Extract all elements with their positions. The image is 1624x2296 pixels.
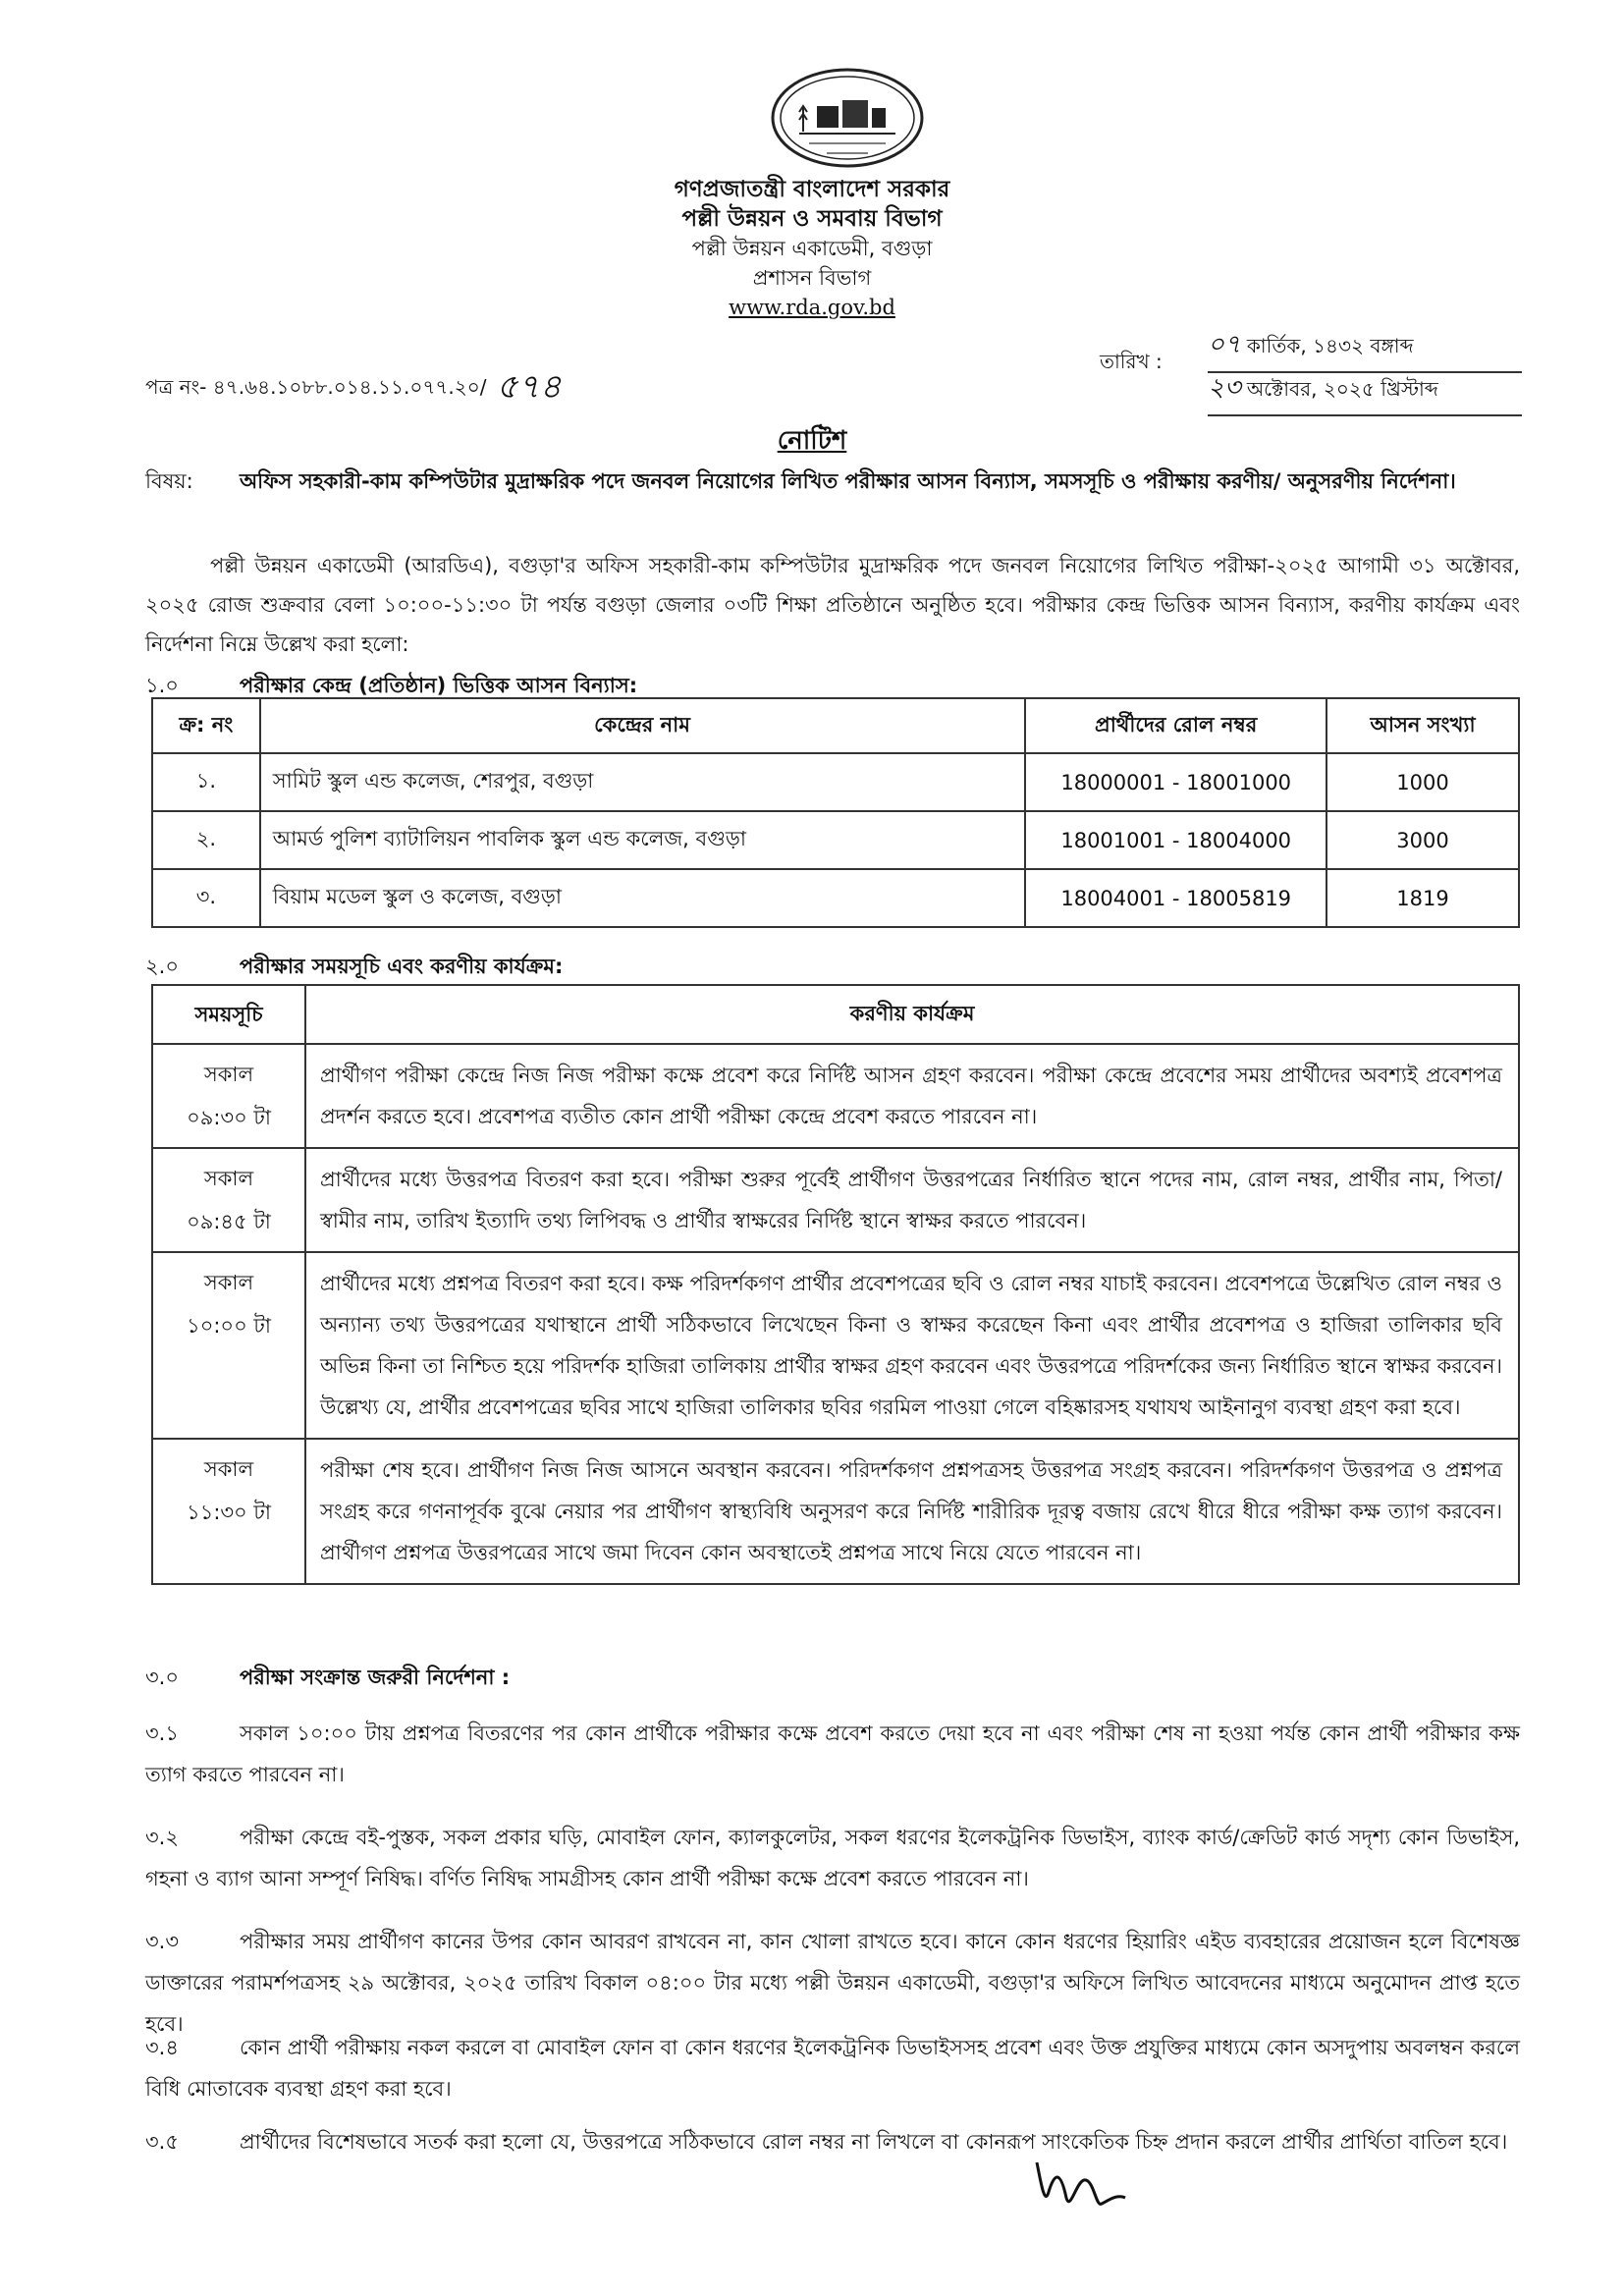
cell-roll-range: 18001001 - 18004000 [1025,811,1326,869]
time-value: ০৯:৩০ টা [187,1106,271,1129]
section-2-heading [145,951,563,985]
rda-logo-icon [770,67,925,169]
col-center-name: কেন্দ্রের নাম [260,698,1026,753]
directive-number: ৩.৩ [145,1930,179,1953]
intro-paragraph: পল্লী উন্নয়ন একাডেমী (আরডিএ), বগুড়া'র অফিস সহকারী-কাম কম্পিউটার মুদ্রাক্ষরিক পদে জনবল নিয়োগের লিখিত পরীক্ষা-২০২৫ আগামী ৩১ অক্টোবর, ২০২৫ রোজ শুক্রবার বেলা ১০:০০-১১:৩০ টা পর্যন্ত বগুড়া জেলার ০৩টি শিক্ষা প্রতিষ্ঠানে অনুষ্ঠিত হবে। পরীক্ষার কেন্দ্র ভিত্তিক আসন বিন্যাস, করণীয় কার্যক্রম এবং নির্দেশনা নিম্নে উল্লেখ করা হলো: [145,554,1520,656]
table-row [152,869,1519,927]
directive-number: ৩.২ [145,1826,179,1849]
cell-time [152,1148,305,1252]
directive-item [145,1713,1520,1795]
section-1-title: পরীক্ষার কেন্দ্র (প্রতিষ্ঠান) ভিত্তিক আসন বিন্যাস: [240,674,638,697]
date-english-day: ২৩ [1208,373,1241,403]
cell-serial: ২. [152,811,260,869]
table-row [152,1252,1519,1439]
col-seat-count: আসন সংখ্যা [1326,698,1519,753]
table-row [152,811,1519,869]
time-value: ১১:৩০ টা [187,1501,271,1524]
header-block [589,175,1035,322]
cell-seat-count: 1819 [1326,869,1519,927]
table-header-row [152,985,1519,1044]
directive-text: পরীক্ষার সময় প্রার্থীগণ কানের উপর কোন আবরণ রাখবেন না, কান খোলা রাখতে হবে। কানে কোন ধরণের হিয়ারিং এইড ব্যবহারের প্রয়োজন হলে বিশেষজ্ঞ ডাক্তারের পরামর্শপত্রসহ ২৯ অক্টোবর, ২০২৫ তারিখ বিকাল ০৪:০০ টার মধ্যে পল্লী উন্নয়ন একাডেমী, বগুড়া'র অফিসে লিখিত আবেদনের মাধ্যমে অনুমোদন প্রাপ্ত হতে হবে। [145,1930,1520,2036]
header-website-link[interactable]: www.rda.gov.bd [729,296,895,319]
directive-number: ৩.৫ [145,2130,179,2154]
table-header-row [152,698,1519,753]
memo-label: পত্র নং- ৪৭.৬৪.১০৮৮.০১৪.১১.০৭৭.২০/ [145,375,487,399]
memo-number [145,357,562,413]
table-row [152,1044,1519,1148]
time-period: সকাল [203,1167,254,1190]
cell-activity: পরীক্ষা শেষ হবে। প্রার্থীগণ নিজ নিজ আসনে অবস্থান করবেন। পরিদর্শকগণ প্রশ্নপত্রসহ উত্তরপত্র সংগ্রহ করবেন। পরিদর্শকগণ উত্তরপত্র ও প্রশ্নপত্র সংগ্রহ করে গণনাপূর্বক বুঝে নেয়ার পর প্রার্থীগণ স্বাস্থ্যবিধি অনুসরণ করে নির্দিষ্ট শারীরিক দূরত্ব বজায় রেখে ধীরে ধীরে পরীক্ষা কক্ষ ত্যাগ করবেন। প্রার্থীগণ প্রশ্নপত্র উত্তরপত্রের সাথে জমা দিবেন কোন অবস্থাতেই প্রশ্নপত্র সাথে নিয়ে যেতে পারবেন না। [305,1439,1519,1584]
cell-time [152,1252,305,1439]
cell-roll-range: 18004001 - 18005819 [1025,869,1326,927]
cell-activity: প্রার্থীগণ পরীক্ষা কেন্দ্রে নিজ নিজ পরীক্ষা কক্ষে প্রবেশ করে নির্দিষ্ট আসন গ্রহণ করবেন। পরীক্ষা কেন্দ্রে প্রবেশের সময় প্রার্থীদের অবশ্যই প্রবেশপত্র প্রদর্শন করতে হবে। প্রবেশপত্র ব্যতীত কোন প্রার্থী পরীক্ষা কেন্দ্রে প্রবেশ করতে পারবেন না। [305,1044,1519,1148]
section-3-number: ৩.০ [145,1666,179,1689]
header-academy: পল্লী উন্নয়ন একাডেমী, বগুড়া [691,237,933,260]
section-3-title: পরীক্ষা সংক্রান্ত জরুরী নির্দেশনা : [240,1666,511,1689]
cell-seat-count: 1000 [1326,753,1519,811]
date-block [1100,324,1532,403]
time-period: সকাল [203,1063,254,1086]
directive-item [145,2027,1520,2109]
cell-center-name: আমর্ড পুলিশ ব্যাটালিয়ন পাবলিক স্কুল এন্ড কলেজ, বগুড়া [260,811,1026,869]
directive-text: সকাল ১০:০০ টায় প্রশ্নপত্র বিতরণের পর কোন প্রার্থীকে পরীক্ষার কক্ষে প্রবেশ করতে দেয়া হবে না এবং পরীক্ষা শেষ না হওয়া পর্যন্ত কোন প্রার্থী পরীক্ষার কক্ষ ত্যাগ করতে পারবেন না। [145,1722,1520,1786]
directive-text: কোন প্রার্থী পরীক্ষায় নকল করলে বা মোবাইল ফোন বা কোন ধরণের ইলেকট্রনিক ডিভাইসসহ প্রবেশ এবং উক্ত প্রযুক্তির মাধ্যমে কোন অসদুপায় অবলম্বন করলে বিধি মোতাবেক ব্যবস্থা গ্রহণ করা হবে। [145,2036,1520,2101]
cell-serial: ৩. [152,869,260,927]
section-2-title: পরীক্ষার সময়সূচি এবং করণীয় কার্যক্রম: [240,955,564,978]
directive-item [145,1817,1520,1899]
cell-seat-count: 3000 [1326,811,1519,869]
header-division: পল্লী উন্নয়ন ও সমবায় বিভাগ [681,206,943,232]
section-2-number: ২.০ [145,955,179,978]
section-1-number: ১.০ [145,674,179,697]
cell-time [152,1044,305,1148]
memo-handwritten-number: ৫৭৪ [496,367,562,407]
date-english [1208,367,1522,416]
cell-activity: প্রার্থীদের মধ্যে উত্তরপত্র বিতরণ করা হবে। পরীক্ষা শুরুর পূর্বেই প্রার্থীগণ উত্তরপত্রের নির্ধারিত স্থানে পদের নাম, রোল নম্বর, প্রার্থীর নাম, পিতা/স্বামীর নাম, তারিখ ইত্যাদি তথ্য লিপিবদ্ধ ও প্রার্থীর স্বাক্ষরের নির্দিষ্ট স্থানে স্বাক্ষর করতে পারবেন। [305,1148,1519,1252]
cell-activity: প্রার্থীদের মধ্যে প্রশ্নপত্র বিতরণ করা হবে। কক্ষ পরিদর্শকগণ প্রার্থীর প্রবেশপত্রের ছবি ও রোল নম্বর যাচাই করবেন। প্রবেশপত্রে উল্লেখিত রোল নম্বর ও অন্যান্য তথ্য উত্তরপত্রের যথাস্থানে প্রার্থী সঠিকভাবে লিখেছেন কিনা ও স্বাক্ষর করেছেন কিনা এবং প্রার্থীর প্রবেশপত্র ও হাজিরা তালিকার ছবি অভিন্ন কিনা তা নিশ্চিত হয়ে পরিদর্শক হাজিরা তালিকায় প্রার্থীর স্বাক্ষর গ্রহণ করবেন এবং উত্তরপত্রে পরিদর্শকের জন্য নির্ধারিত স্থানে স্বাক্ষর করবেন। উল্লেখ্য যে, প্রার্থীর প্রবেশপত্রের ছবির সাথে হাজিরা তালিকার ছবির গরমিল পাওয়া গেলে বহিষ্কারসহ যথাযথ আইনানুগ ব্যবস্থা গ্রহণ করা হবে। [305,1252,1519,1439]
signature-mark [1027,2153,1135,2221]
date-bangla-day: ০৭ [1208,330,1241,359]
date-bangla [1208,324,1522,373]
col-activities: করণীয় কার্যক্রম [305,985,1519,1044]
col-roll-range: প্রার্থীদের রোল নম্বর [1025,698,1326,753]
date-bangla-rest: কার্তিক, ১৪৩২ বঙ্গাব্দ [1246,334,1414,357]
section-3-heading [145,1662,510,1696]
notice-title: নোটিশ [777,426,847,456]
cell-serial: ১. [152,753,260,811]
directive-number: ৩.৪ [145,2036,179,2059]
table-row [152,1148,1519,1252]
cell-center-name: সামিট স্কুল এন্ড কলেজ, শেরপুর, বগুড়া [260,753,1026,811]
directive-item [145,2121,1520,2162]
directive-text: পরীক্ষা কেন্দ্রে বই-পুস্তক, সকল প্রকার ঘড়ি, মোবাইল ফোন, ক্যালকুলেটর, সকল ধরণের ইলেকট্রনিক ডিভাইস, ব্যাংক কার্ড/ক্রেডিট কার্ড সদৃশ্য কোন ডিভাইস, গহনা ও ব্যাগ আনা সম্পূর্ণ নিষিদ্ধ। বর্ণিত নিষিদ্ধ সামগ্রীসহ কোন প্রার্থী পরীক্ষা কক্ষে প্রবেশ করতে পারবেন না। [145,1826,1520,1890]
cell-roll-range: 18000001 - 18001000 [1025,753,1326,811]
table-row [152,753,1519,811]
cell-time [152,1439,305,1584]
header-department: প্রশাসন বিভাগ [752,266,872,290]
time-period: সকাল [203,1271,254,1294]
seat-plan-table [151,697,1520,928]
header-government: গণপ্রজাতন্ত্রী বাংলাদেশ সরকার [674,177,950,202]
table-row [152,1439,1519,1584]
date-english-rest: অক্টোবর, ২০২৫ খ্রিস্টাব্দ [1246,377,1438,401]
cell-center-name: বিয়াম মডেল স্কুল ও কলেজ, বগুড়া [260,869,1026,927]
col-serial: ক্র: নং [152,698,260,753]
date-label: তারিখ : [1100,350,1163,373]
schedule-table [151,984,1520,1585]
subject-label: বিষয়: [145,469,193,493]
directive-number: ৩.১ [145,1722,179,1745]
time-value: ০৯:৪৫ টা [187,1210,271,1233]
time-value: ১০:০০ টা [187,1314,271,1338]
directive-text: প্রার্থীদের বিশেষভাবে সতর্ক করা হলো যে, উত্তরপত্রে সঠিকভাবে রোল নম্বর না লিখলে বা কোনরূপ সাংকেতিক চিহ্ন প্রদান করলে প্রার্থীর প্রার্থিতা বাতিল হবে। [240,2130,1508,2154]
subject-text: অফিস সহকারী-কাম কম্পিউটার মুদ্রাক্ষরিক পদে জনবল নিয়োগের লিখিত পরীক্ষার আসন বিন্যাস, সমসসূচি ও পরীক্ষায় করণীয়/ অনুসরণীয় নির্দেশনা। [240,469,1456,493]
time-period: সকাল [203,1457,254,1481]
col-schedule: সময়সূচি [152,985,305,1044]
